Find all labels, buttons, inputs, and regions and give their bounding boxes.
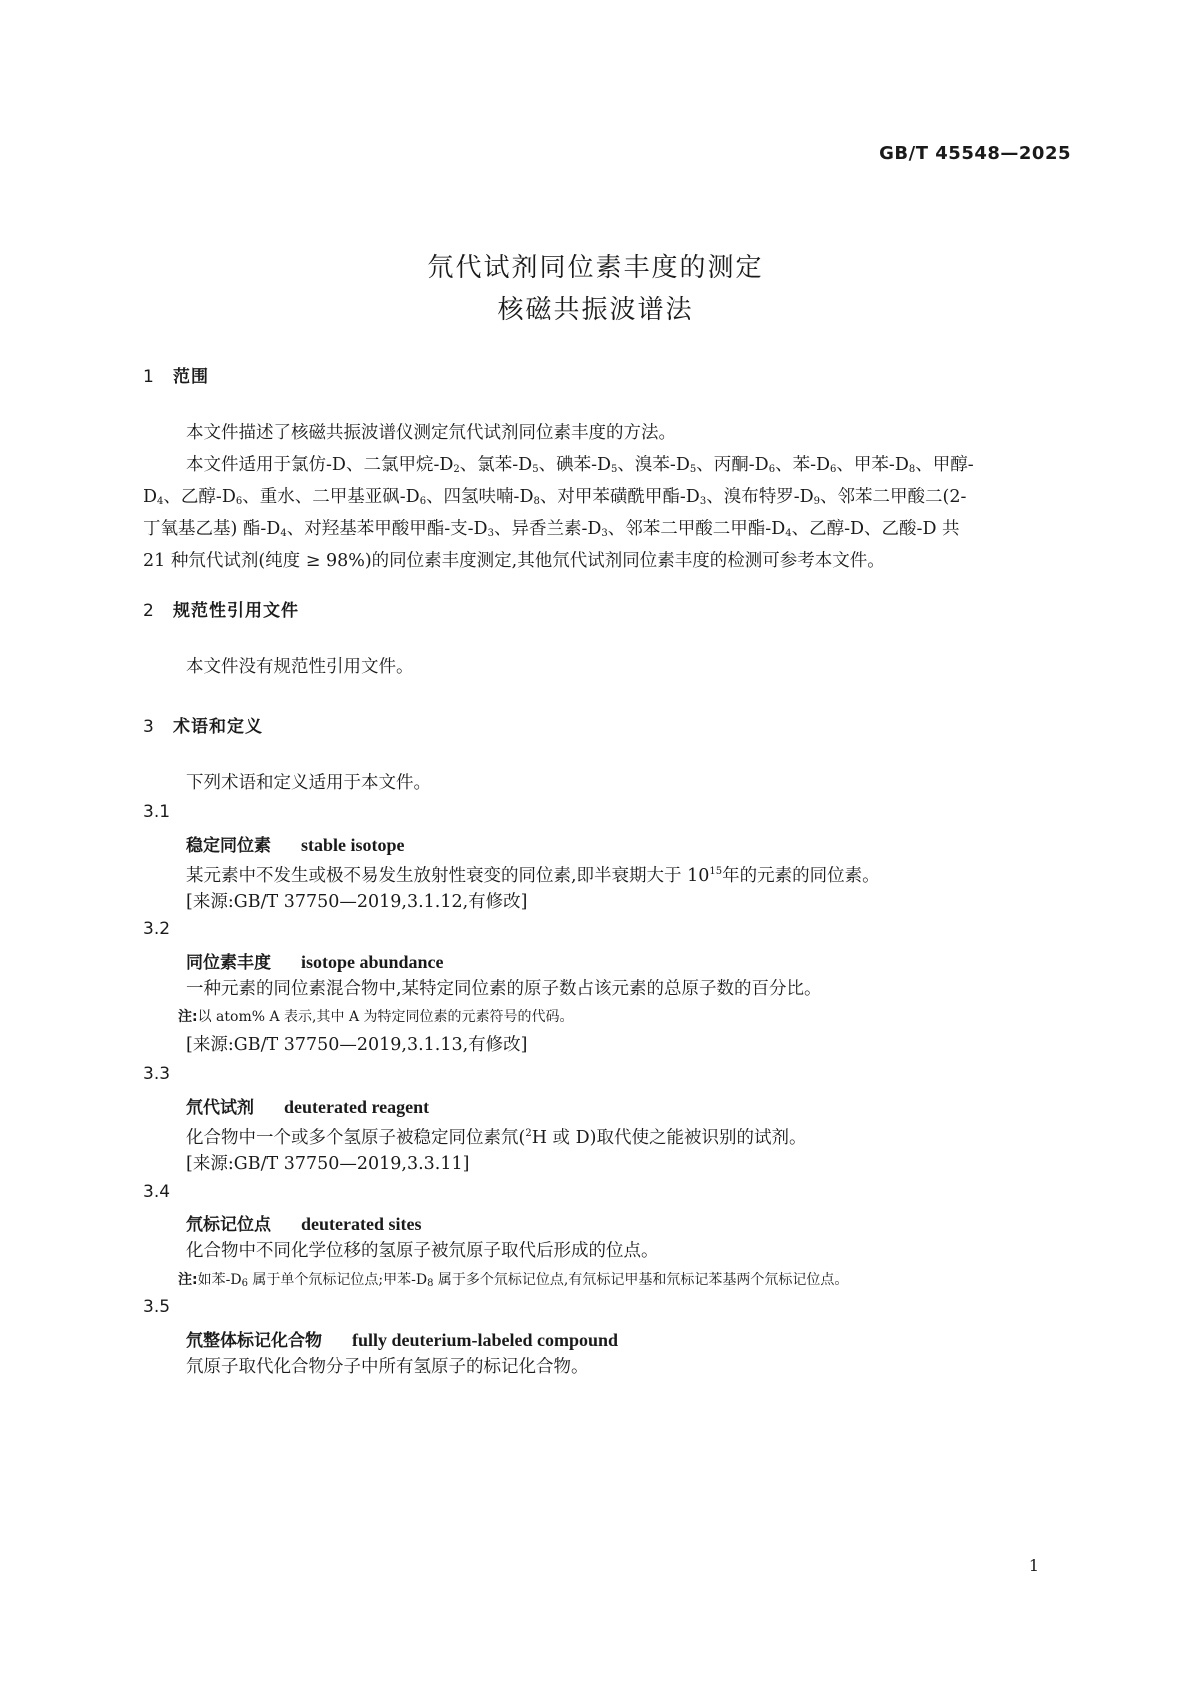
term-heading: 氘标记位点 deuterated sites — [186, 1214, 422, 1235]
standard-number: GB/T 45548—2025 — [879, 143, 1071, 164]
paragraph: $D_4$、乙醇$-D_6$、重水、二甲基亚砜$-D_6$、四氢呋喃$-D_8$、对甲苯磺酰甲酯$-D_3$、溴布特罗$-D_9$、邻苯二甲酸二(2- — [143, 487, 967, 507]
term-source: [来源:GB/T 37750—2019,3.3.11] — [186, 1154, 470, 1174]
section-number: 3 — [143, 717, 155, 737]
term-heading: 氘代试剂 deuterated reagent — [186, 1097, 430, 1118]
term-definition: 某元素中不发生或极不易发生放射性衰变的同位素,即半衰期大于 $10^{15}$年的元素的同位素。 — [186, 866, 880, 886]
term-definition: 化合物中一个或多个氢原子被稳定同位素氘($^2$H 或 D)取代使之能被识别的试剂。 — [186, 1128, 807, 1148]
document-title-line1: 氘代试剂同位素丰度的测定 — [427, 253, 764, 283]
term-source: [来源:GB/T 37750—2019,3.1.12,有修改] — [186, 892, 528, 912]
section-title: 规范性引用文件 — [173, 601, 299, 621]
term-number: 3.1 — [143, 802, 171, 822]
section-1-heading — [143, 362, 209, 387]
paragraph: 下列术语和定义适用于本文件。 — [186, 773, 431, 793]
paragraph: 本文件没有规范性引用文件。 — [186, 657, 414, 677]
term-source: [来源:GB/T 37750—2019,3.1.13,有修改] — [186, 1035, 528, 1055]
term-definition: 氘原子取代化合物分子中所有氢原子的标记化合物。 — [186, 1357, 589, 1377]
paragraph: 丁氧基乙基) 酯$-D_4$、对羟基苯甲酸甲酯-支$-D_3$、异香兰素$-D_3$、邻苯二甲酸二甲酯$-D_4$、乙醇-D、乙酸-D 共 — [143, 519, 960, 539]
section-title: 术语和定义 — [173, 717, 263, 737]
section-2-heading — [143, 596, 299, 621]
term-number: 3.3 — [143, 1064, 171, 1084]
term-heading: 稳定同位素 stable isotope — [186, 835, 405, 856]
term-note: 注:如苯$-D_6$ 属于单个氘标记位点;甲苯$-D_8$ 属于多个氘标记位点,有氘标记甲基和氘标记苯基两个氘标记位点。 — [178, 1272, 849, 1289]
page-number: 1 — [1028, 1556, 1039, 1575]
term-definition: 化合物中不同化学位移的氢原子被氘原子取代后形成的位点。 — [186, 1241, 659, 1261]
section-3-heading — [143, 712, 263, 737]
document-title-line2: 核磁共振波谱法 — [497, 295, 694, 325]
term-heading: 同位素丰度 isotope abundance — [186, 952, 444, 973]
section-number: 2 — [143, 601, 155, 621]
term-number: 3.4 — [143, 1182, 171, 1202]
section-number: 1 — [143, 367, 155, 387]
term-definition: 一种元素的同位素混合物中,某特定同位素的原子数占该元素的总原子数的百分比。 — [186, 979, 822, 999]
term-note: 注:以 atom% A 表示,其中 A 为特定同位素的元素符号的代码。 — [178, 1009, 574, 1025]
term-heading: 氘整体标记化合物 fully deuterium-labeled compound — [186, 1330, 619, 1351]
term-number: 3.5 — [143, 1297, 171, 1317]
section-title: 范围 — [173, 367, 209, 387]
paragraph: 本文件描述了核磁共振波谱仪测定氘代试剂同位素丰度的方法。 — [186, 423, 676, 443]
paragraph: 本文件适用于氯仿-D、二氯甲烷$-D_2$、氯苯$-D_5$、碘苯$-D_5$、溴苯$-D_5$、丙酮$-D_6$、苯$-D_6$、甲苯$-D_8$、甲醇- — [186, 455, 974, 475]
term-number: 3.2 — [143, 919, 171, 939]
paragraph: 21 种氘代试剂(纯度 ≥ 98%)的同位素丰度测定,其他氘代试剂同位素丰度的检测可参考本文件。 — [143, 551, 885, 571]
